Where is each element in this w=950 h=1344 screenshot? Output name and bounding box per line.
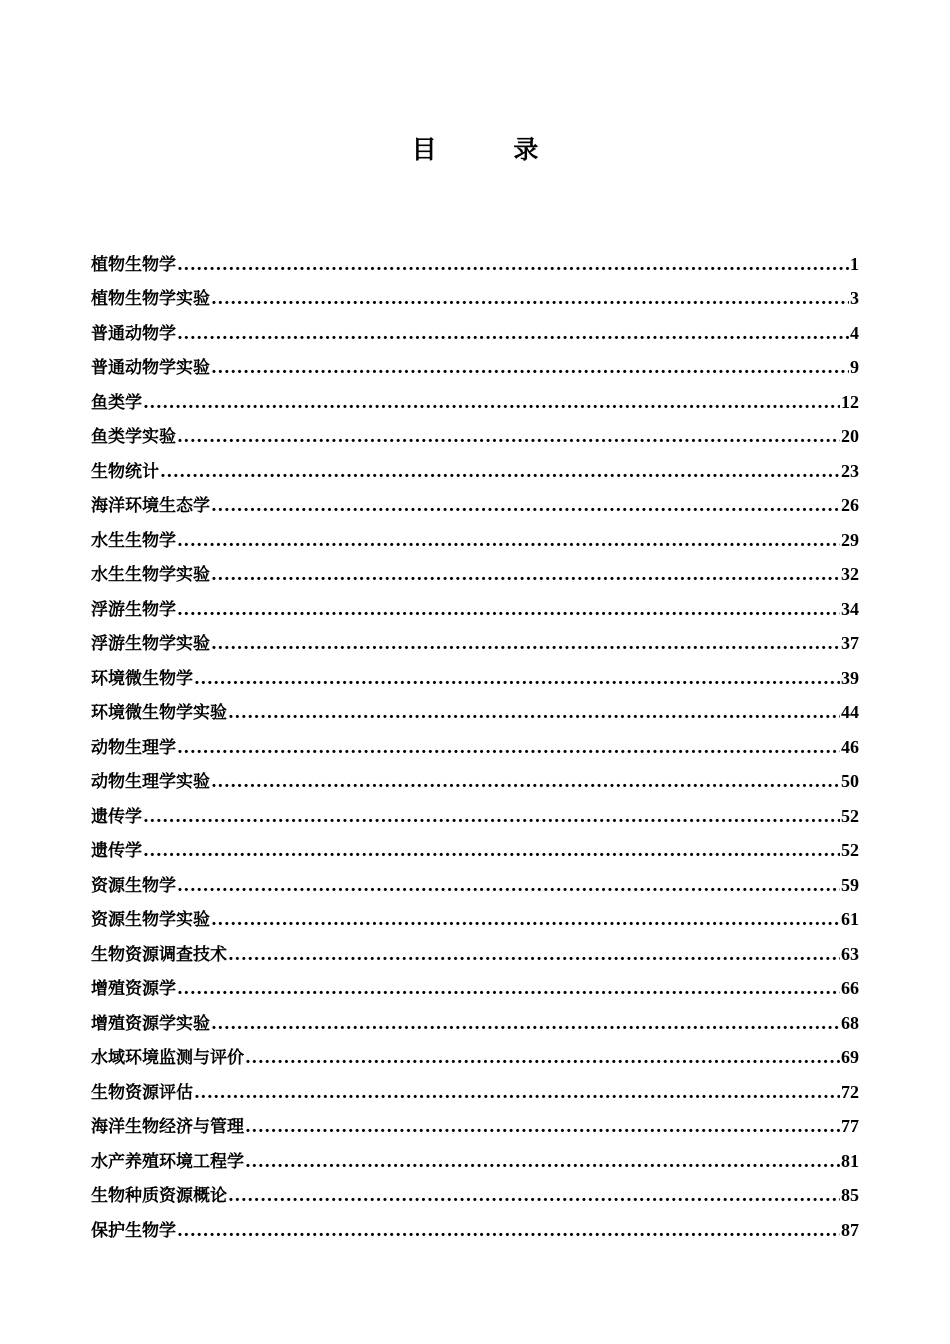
toc-entry-page-number: 20: [841, 426, 859, 446]
toc-dot-leader: [177, 427, 840, 447]
toc-entry[interactable]: [91, 413, 859, 448]
toc-entry[interactable]: [91, 1206, 859, 1241]
toc-dot-leader: [143, 393, 840, 413]
toc-entry-title: 水生生物学: [91, 530, 176, 551]
toc-dot-leader: [245, 1117, 840, 1137]
toc-entry-page-number: 77: [841, 1116, 859, 1136]
toc-dot-leader: [177, 255, 849, 275]
toc-entry[interactable]: [91, 896, 859, 931]
toc-entry-page-number: 68: [841, 1012, 859, 1033]
toc-dot-leader: [211, 910, 840, 930]
toc-entry[interactable]: [91, 447, 859, 482]
toc-dot-leader: [228, 1186, 840, 1206]
toc-entry[interactable]: [91, 1068, 859, 1103]
toc-entry-title: 海洋生物经济与管理: [91, 1117, 244, 1137]
toc-dot-leader: [143, 841, 840, 861]
toc-dot-leader: [177, 600, 840, 620]
toc-entry-page-number: 72: [841, 1081, 859, 1102]
toc-entry-page-number: 63: [841, 943, 859, 964]
toc-entry-page-number: 23: [841, 460, 859, 481]
toc-entry-title: 水域环境监测与评价: [91, 1048, 244, 1068]
toc-dot-leader: [177, 738, 840, 758]
toc-dot-leader: [228, 945, 840, 965]
toc-dot-leader: [143, 807, 840, 827]
toc-dot-leader: [177, 531, 840, 551]
toc-entry-page-number: 37: [841, 633, 859, 653]
toc-entry-title: 生物统计: [91, 461, 159, 482]
toc-entry-page-number: 50: [841, 771, 859, 791]
toc-entry[interactable]: [91, 861, 859, 896]
toc-entry-page-number: 44: [841, 702, 859, 722]
toc-entry-title: 环境微生物学实验: [91, 703, 227, 723]
toc-entry-page-number: 32: [841, 564, 859, 584]
toc-entry[interactable]: [91, 482, 859, 517]
toc-entry-page-number: 66: [841, 978, 859, 998]
toc-entry-title: 浮游生物学: [91, 599, 176, 620]
toc-entry[interactable]: [91, 620, 859, 655]
toc-dot-leader: [211, 772, 840, 792]
toc-dot-leader: [177, 876, 840, 896]
toc-entry-title: 鱼类学实验: [91, 427, 176, 447]
toc-entry-title: 普通动物学: [91, 323, 176, 344]
toc-entry-page-number: 46: [841, 736, 859, 757]
toc-entry[interactable]: [91, 1172, 859, 1207]
toc-entry[interactable]: [91, 792, 859, 827]
toc-entry-title: 遗传学: [91, 841, 142, 861]
toc-entry-page-number: 85: [841, 1185, 859, 1205]
toc-dot-leader: [177, 324, 849, 344]
toc-entry-title: 生物种质资源概论: [91, 1186, 227, 1206]
toc-entry-title: 水产养殖环境工程学: [91, 1151, 244, 1172]
toc-entry-title: 环境微生物学: [91, 668, 193, 689]
toc-entry[interactable]: [91, 965, 859, 1000]
toc-dot-leader: [228, 703, 840, 723]
toc-entry[interactable]: [91, 551, 859, 586]
toc-entry[interactable]: [91, 1103, 859, 1138]
toc-entry[interactable]: [91, 240, 859, 275]
toc-title: 目 录: [411, 135, 573, 164]
toc-entry[interactable]: [91, 930, 859, 965]
toc-entry-page-number: 69: [841, 1047, 859, 1067]
toc-dot-leader: [245, 1152, 840, 1172]
toc-dot-leader: [211, 1014, 840, 1034]
toc-entry-page-number: 9: [850, 357, 859, 377]
toc-dot-leader: [245, 1048, 840, 1068]
toc-entry-page-number: 26: [841, 495, 859, 515]
toc-dot-leader: [211, 634, 840, 654]
toc-dot-leader: [177, 979, 840, 999]
toc-entry-page-number: 52: [841, 805, 859, 826]
toc-entry-page-number: 29: [841, 529, 859, 550]
toc-entry-title: 资源生物学: [91, 875, 176, 896]
toc-dot-leader: [211, 565, 840, 585]
toc-entry-title: 植物生物学实验: [91, 289, 210, 309]
toc-entry[interactable]: [91, 309, 859, 344]
toc-entry-title: 动物生理学实验: [91, 772, 210, 792]
toc-dot-leader: [211, 496, 840, 516]
toc-entry[interactable]: [91, 999, 859, 1034]
toc-entry[interactable]: [91, 758, 859, 793]
toc-entry-page-number: 4: [850, 322, 859, 343]
toc-entry-page-number: 12: [841, 391, 859, 412]
toc-entry-page-number: 1: [850, 253, 859, 274]
toc-entry-title: 动物生理学: [91, 737, 176, 758]
toc-entry-title: 海洋环境生态学: [91, 496, 210, 516]
toc-entry[interactable]: [91, 1137, 859, 1172]
toc-entry-title: 植物生物学: [91, 254, 176, 275]
toc-dot-leader: [211, 358, 849, 378]
toc-entry-page-number: 3: [850, 288, 859, 308]
toc-entry-title: 水生生物学实验: [91, 565, 210, 585]
toc-entry-title: 资源生物学实验: [91, 910, 210, 930]
toc-entry[interactable]: [91, 827, 859, 862]
toc-entry-title: 保护生物学: [91, 1220, 176, 1241]
toc-entry-title: 增殖资源学实验: [91, 1013, 210, 1034]
toc-entry-page-number: 52: [841, 840, 859, 860]
toc-entry-title: 生物资源评估: [91, 1082, 193, 1103]
toc-entry-page-number: 87: [841, 1219, 859, 1240]
toc-entry[interactable]: [91, 378, 859, 413]
toc-entry-title: 生物资源调查技术: [91, 944, 227, 965]
toc-entry[interactable]: [91, 689, 859, 724]
toc-entry[interactable]: [91, 344, 859, 379]
toc-entry-page-number: 81: [841, 1150, 859, 1171]
toc-list: [91, 240, 859, 1241]
toc-entry[interactable]: [91, 654, 859, 689]
toc-dot-leader: [160, 462, 840, 482]
toc-entry[interactable]: [91, 275, 859, 310]
toc-dot-leader: [177, 1221, 840, 1241]
toc-entry-page-number: 61: [841, 909, 859, 929]
toc-entry[interactable]: [91, 585, 859, 620]
toc-entry-title: 普通动物学实验: [91, 358, 210, 378]
toc-dot-leader: [194, 1083, 840, 1103]
toc-entry[interactable]: [91, 1034, 859, 1069]
toc-entry-title: 鱼类学: [91, 392, 142, 413]
toc-entry-page-number: 59: [841, 874, 859, 895]
toc-entry-page-number: 34: [841, 598, 859, 619]
toc-entry-page-number: 39: [841, 667, 859, 688]
toc-entry-title: 浮游生物学实验: [91, 634, 210, 654]
toc-dot-leader: [211, 289, 849, 309]
toc-entry[interactable]: [91, 516, 859, 551]
toc-dot-leader: [194, 669, 840, 689]
toc-entry-title: 遗传学: [91, 806, 142, 827]
toc-entry-title: 增殖资源学: [91, 979, 176, 999]
toc-entry[interactable]: [91, 723, 859, 758]
